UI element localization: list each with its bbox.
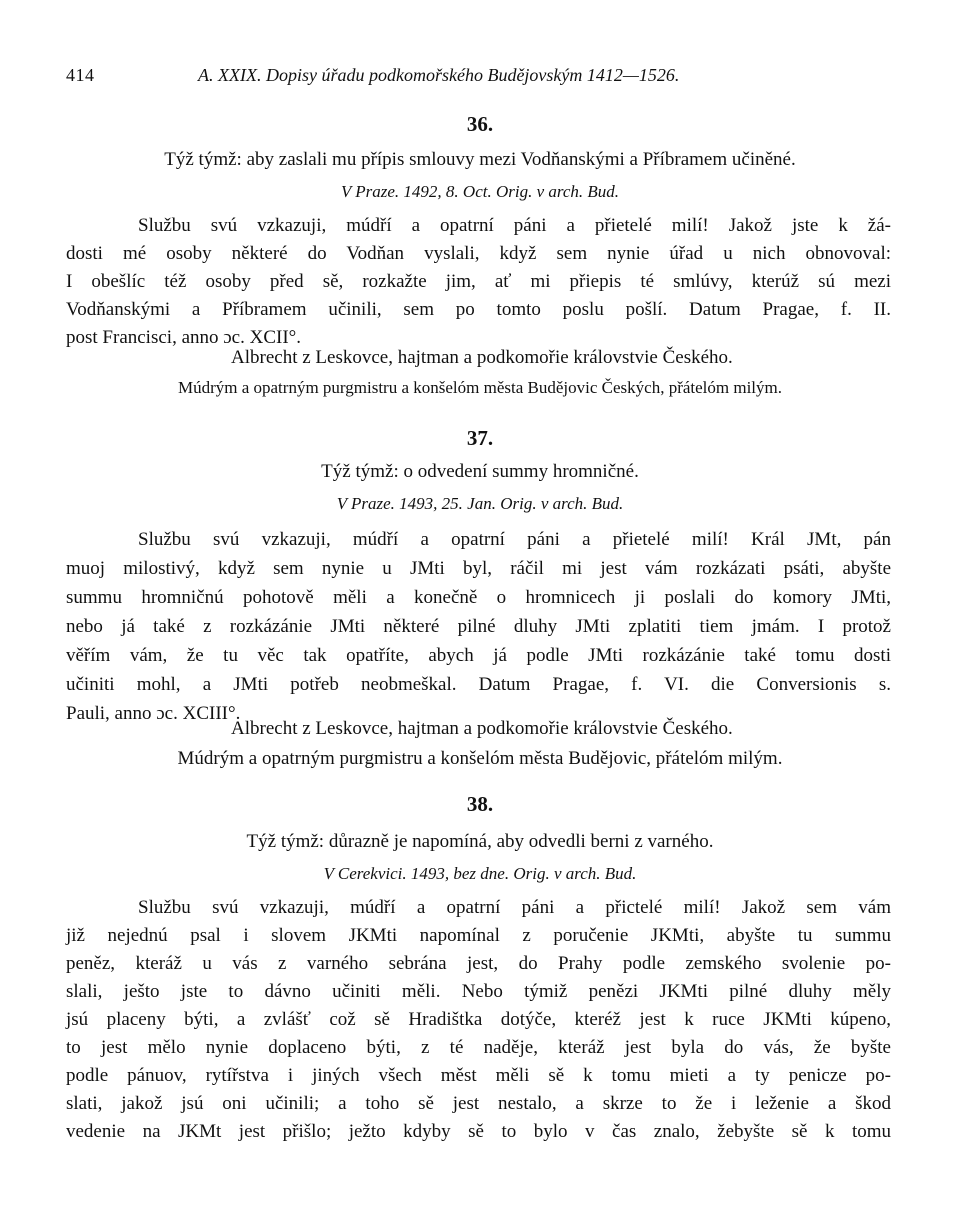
text-line: Službu svú vzkazuji, múdří a opatrní páni a přietelé milí! Král JMt, pán [138,529,891,550]
document-regest: Týž týmž: aby zaslali mu přípis smlouvy mezi Vodňanskými a Příbramem učiněné. [164,149,796,170]
text-line: to jest mělo nynie doplaceno býti, z té naděje, kteráž jest byla do vás, že byšte [66,1037,891,1058]
document-dating: V Praze. 1492, 8. Oct. Orig. v arch. Bud. [340,182,620,201]
document-number: 37. [466,426,494,450]
address: Múdrým a opatrným purgmistru a konšelóm města Budějovic, přátelóm milým. [177,748,783,769]
page-header [66,62,894,88]
document-regest: Týž týmž: důrazně je napomíná, aby odvedli berni z varného. [246,831,714,852]
text-line: I obešlíc též osoby před sě, rozkažte jim, ať mi přiepis té smlúvy, kterúž sú mezi [66,271,891,292]
text-line: Službu svú vzkazuji, múdří a opatrní páni a přictelé milí! Jakož sem vám [138,897,891,918]
text-line: summu hromničnú pohotově měli a konečně o hromnicech ji poslali do komory JMti, [66,587,891,608]
page-number: 414 [66,65,95,85]
signature: Albrecht z Leskovce, hajtman a podkomořie královstvie Českého. [231,718,733,739]
text-line: peněz, kteráž u vás z varného sebrána jest, do Prahy podle zemského svolenie po- [66,953,891,974]
text-line: nebo já také z rozkázánie JMti některé pilné dluhy JMti zplatiti tiem jmám. I protož [66,616,891,637]
text-line: slali, ješto jste to dávno učiniti měli. Nebo týmiž penězi JKMti pilné dluhy měly [66,981,891,1002]
document-regest: Týž týmž: o odvedení summy hromničné. [321,461,639,482]
text-line: Službu svú vzkazuji, múdří a opatrní páni a přietelé milí! Jakož jste k žá- [138,215,891,236]
text-line: vedenie na JKMt jest přišlo; ježto kdyby sě to bylo v čas znalo, žebyšte sě k tomu [66,1121,891,1142]
document-number: 38. [466,792,494,816]
text-line: post Francisci, anno ɔc. XCII°. [66,327,302,348]
text-line: učiniti mohl, a JMti potřeb neobmeškal. Datum Pragae, f. VI. die Conversionis s. [66,674,891,695]
document-number: 36. [466,112,494,136]
signature: Albrecht z Leskovce, hajtman a podkomořie královstvie Českého. [231,347,733,368]
document-dating: V Cerekvici. 1493, bez dne. Orig. v arch. Bud. [323,864,637,883]
text-line: podle pánuov, rytířstva i jiných všech měst měli sě k tomu mieti a ty penicze po- [66,1065,891,1086]
address: Múdrým a opatrným purgmistru a konšelóm města Budějovic Českých, přátelóm milým. [177,378,783,397]
text-line: slati, jakož jsú oni učinili; a toho sě jest nestalo, a skrze to že i leženie a škod [66,1093,891,1114]
text-line: věřím vám, že tu věc tak opatříte, abych já podle JMti rozkázánie také tomu dosti [66,645,891,666]
text-line: Vodňanskými a Příbramem učinili, sem po tomto poslu pošlí. Datum Pragae, f. II. [66,299,891,320]
running-title: A. XXIX. Dopisy úřadu podkomořského Budějovským 1412—1526. [198,65,680,85]
text-line: Pauli, anno ɔc. XCIII°. [66,703,241,724]
document-dating: V Praze. 1493, 25. Jan. Orig. v arch. Bud. [336,494,624,513]
text-line: již nejednú psal i slovem JKMti napomínal z poručenie JKMti, abyšte tu summu [66,925,891,946]
text-line: muoj milostivý, když sem nynie u JMti byl, ráčil mi jest vám rozkázati psáti, abyšte [66,558,891,579]
text-line: dosti mé osoby některé do Vodňan vyslali, když sem nynie úřad u nich obnovoval: [66,243,891,264]
text-line: jsú placeny býti, a zvlášť což sě Hradištka dotýče, kteréž jest k ruce JKMti kúpeno, [66,1009,891,1030]
